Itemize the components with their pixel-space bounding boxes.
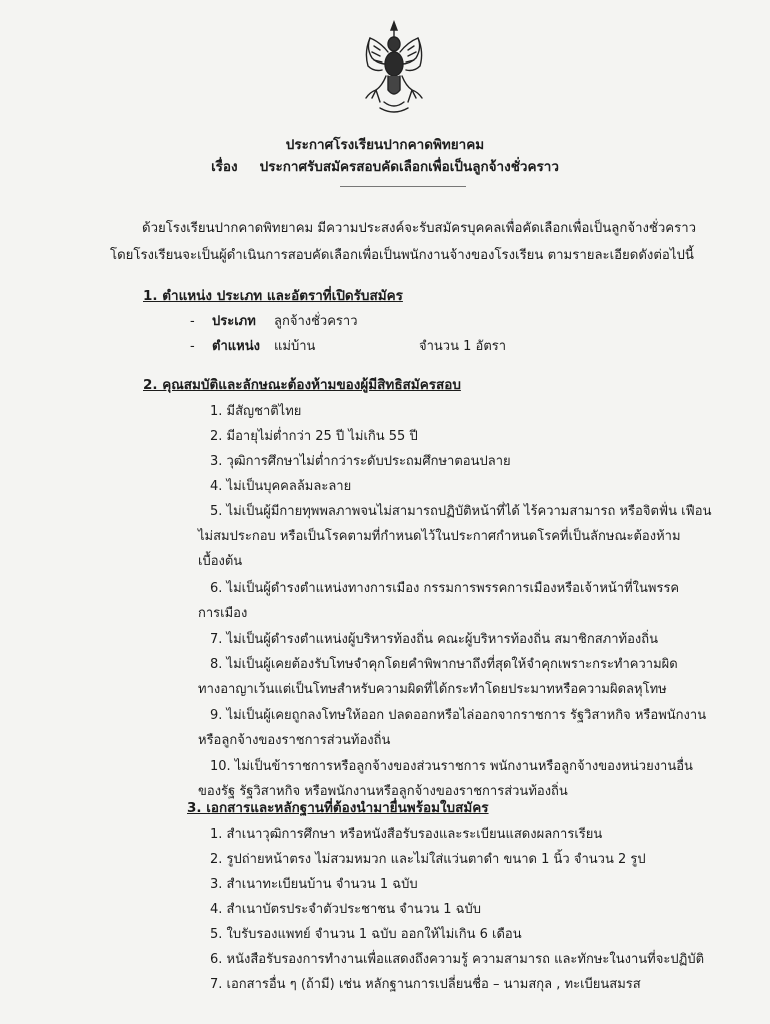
section-heading: 3. เอกสารและหลักฐานที่ต้องนำมายื่นพร้อมใบสมัคร [187, 800, 489, 816]
qualification-line: 3. วุฒิการศึกษาไม่ต่ำกว่าระดับประถมศึกษาตอนปลาย [210, 454, 511, 469]
document-item: 4. สำเนาบัตรประจำตัวประชาชน จำนวน 1 ฉบับ [210, 902, 482, 917]
document-item: 2. รูปถ่ายหน้าตรง ไม่สวมหมวก และไม่ใส่แว่นตาดำ ขนาด 1 นิ้ว จำนวน 2 รูป [210, 852, 646, 867]
qualification-line: หรือลูกจ้างของราชการส่วนท้องถิ่น [198, 733, 391, 748]
type-value: ลูกจ้างชั่วคราว [274, 314, 358, 329]
subject-label: เรื่อง [211, 159, 238, 175]
qualification-line: เบื้องต้น [198, 554, 243, 569]
qualification-line: 7. ไม่เป็นผู้ดำรงตำแหน่งผู้บริหารท้องถิ่น คณะผู้บริหารท้องถิ่น สมาชิกสภาท้องถิ่น [210, 632, 658, 647]
qualification-line: 2. มีอายุไม่ต่ำกว่า 25 ปี ไม่เกิน 55 ปี [210, 429, 418, 444]
subject-text: ประกาศรับสมัครสอบคัดเลือกเพื่อเป็นลูกจ้างชั่วคราว [259, 159, 559, 175]
announcement-title: ประกาศโรงเรียนปากคาดพิทยาคม [285, 137, 485, 153]
type-label: ประเภท [212, 314, 256, 329]
qualification-line: 1. มีสัญชาติไทย [210, 404, 302, 419]
qualification-line: ไม่สมประกอบ หรือเป็นโรคตามที่กำหนดไว้ในประกาศกำหนดโรคที่เป็นลักษณะต้องห้าม [198, 529, 681, 544]
bullet-dash: - [190, 339, 195, 354]
position-row [190, 335, 315, 356]
intro-line: ด้วยโรงเรียนปากคาดพิทยาคม มีความประสงค์จะรับสมัครบุคคลเพื่อคัดเลือกเพื่อเป็นลูกจ้างชั่วคราว [142, 221, 697, 236]
qualification-line: ทางอาญาเว้นแต่เป็นโทษสำหรับความผิดที่ได้กระทำโดยประมาทหรือความผิดลหุโทษ [198, 682, 667, 697]
subject-line [0, 155, 770, 177]
position-count: จำนวน 1 อัตรา [419, 339, 507, 354]
qualification-line: 10. ไม่เป็นข้าราชการหรือลูกจ้างของส่วนราชการ พนักงานหรือลูกจ้างของหน่วยงานอื่น [210, 759, 693, 774]
header-divider [340, 186, 466, 187]
garuda-emblem [358, 18, 430, 118]
qualification-line: 8. ไม่เป็นผู้เคยต้องรับโทษจำคุกโดยคำพิพากษาถึงที่สุดให้จำคุกเพราะกระทำความผิด [210, 657, 678, 672]
position-value: แม่บ้าน [274, 339, 316, 354]
bullet-dash: - [190, 314, 195, 329]
document-item: 1. สำเนาวุฒิการศึกษา หรือหนังสือรับรองและระเบียนแสดงผลการเรียน [210, 827, 603, 842]
section-heading: 1. ตำแหน่ง ประเภท และอัตราที่เปิดรับสมัคร [143, 288, 403, 304]
qualification-line: ของรัฐ รัฐวิสาหกิจ หรือพนักงานหรือลูกจ้างของราชการส่วนท้องถิ่น [198, 784, 568, 799]
qualification-line: 9. ไม่เป็นผู้เคยถูกลงโทษให้ออก ปลดออกหรือไล่ออกจากราชการ รัฐวิสาหกิจ หรือพนักงาน [210, 708, 707, 723]
type-row [190, 310, 358, 331]
qualification-line: 5. ไม่เป็นผู้มีกายทุพพลภาพจนไม่สามารถปฏิบัติหน้าที่ได้ ไร้ความสามารถ หรือจิตฟั่น เฟือน [210, 504, 712, 519]
qualification-line: 4. ไม่เป็นบุคคลล้มละลาย [210, 479, 352, 494]
document-item: 6. หนังสือรับรองการทำงานเพื่อแสดงถึงความรู้ ความสามารถ และทักษะในงานที่จะปฏิบัติ [210, 952, 705, 967]
document-item: 5. ใบรับรองแพทย์ จำนวน 1 ฉบับ ออกให้ไม่เกิน 6 เดือน [210, 927, 522, 942]
section-heading: 2. คุณสมบัติและลักษณะต้องห้ามของผู้มีสิทธิสมัครสอบ [143, 377, 461, 393]
qualification-line: การเมือง [198, 606, 248, 621]
qualification-line: 6. ไม่เป็นผู้ดำรงตำแหน่งทางการเมือง กรรมการพรรคการเมืองหรือเจ้าหน้าที่ในพรรค [210, 581, 680, 596]
intro-line: โดยโรงเรียนจะเป็นผู้ดำเนินการสอบคัดเลือกเพื่อเป็นพนักงานจ้างของโรงเรียน ตามรายละเอียดดังต่อไปนี้ [110, 248, 694, 263]
document-item: 3. สำเนาทะเบียนบ้าน จำนวน 1 ฉบับ [210, 877, 418, 892]
position-label: ตำแหน่ง [212, 339, 260, 354]
document-item: 7. เอกสารอื่น ๆ (ถ้ามี) เช่น หลักฐานการเปลี่ยนชื่อ – นามสกุล , ทะเบียนสมรส [210, 977, 641, 992]
